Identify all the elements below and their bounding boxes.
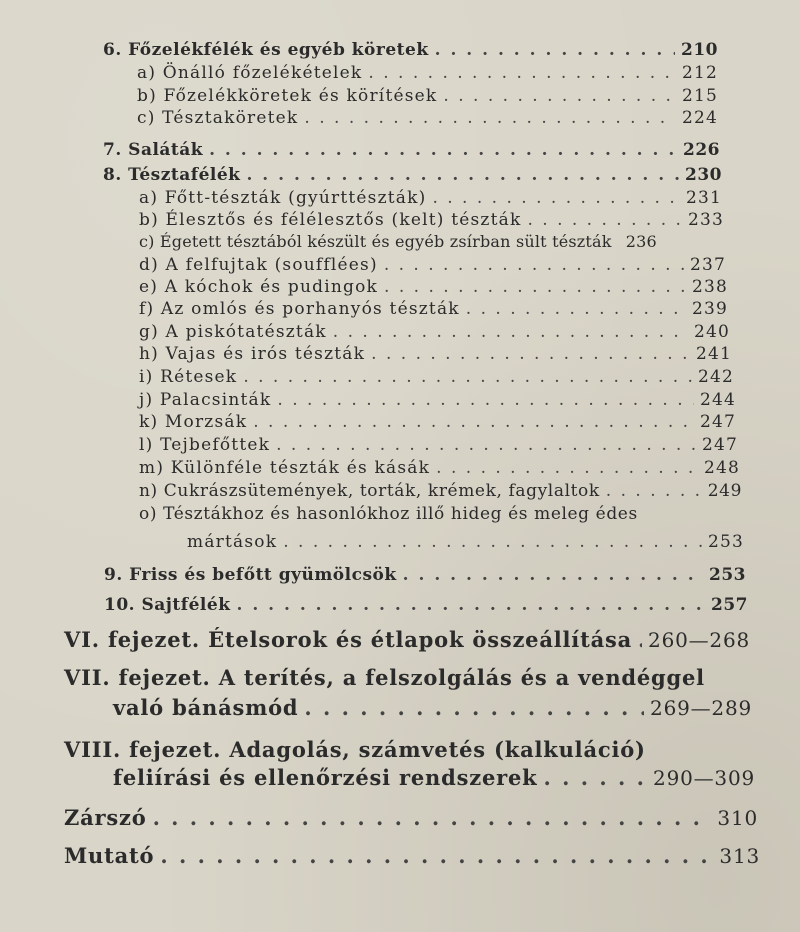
entry-label: b) Élesztős és félélesztős (kelt) tészták: [139, 210, 522, 230]
toc-entry: [139, 322, 730, 342]
toc-entry: [139, 188, 722, 208]
entry-label: e) A kóchok és pudingok: [139, 277, 379, 297]
dot-leader: [638, 627, 642, 652]
entry-label: m) Különféle tészták és kásák: [139, 458, 431, 478]
entry-page: 241: [695, 344, 732, 364]
dot-leader: [236, 595, 705, 615]
entry-label: c) Égetett tésztából készült és egyéb zsírban sült tészták: [139, 232, 612, 251]
entry-label: 7. Saláták: [103, 140, 204, 160]
dot-leader: [304, 108, 676, 128]
entry-page: 237: [689, 255, 726, 275]
entry-label: a) Önálló főzelékételek: [137, 63, 363, 83]
toc-entry: [139, 344, 732, 364]
entry-label: 9. Friss és befőtt gyümölcsök: [104, 565, 397, 585]
entry-label: mártások: [187, 532, 278, 552]
entry-page: 215: [681, 86, 718, 106]
dot-leader: [466, 299, 686, 319]
entry-page: 269—289: [650, 696, 752, 720]
entry-page: 224: [681, 108, 718, 128]
toc-entry: [137, 108, 718, 128]
entry-page: 310: [717, 806, 758, 830]
entry-page: 313: [719, 844, 760, 868]
toc-entry: [139, 435, 738, 455]
toc-entry: [139, 299, 728, 319]
entry-page: 260—268: [648, 628, 750, 652]
toc-chapter: [64, 843, 760, 868]
entry-page: 212: [681, 63, 718, 83]
entry-page: 231: [685, 188, 722, 208]
dot-leader: [283, 532, 702, 552]
entry-label: o) Tésztákhoz és hasonlókhoz illő hideg és meleg édes: [139, 504, 638, 524]
dot-leader: [527, 210, 681, 230]
entry-label: l) Tejbefőttek: [139, 435, 271, 455]
entry-label: f) Az omlós és porhanyós tészták: [139, 299, 460, 319]
entry-label: h) Vajas és irós tészták: [139, 344, 366, 364]
entry-label: 8. Tésztafélék: [103, 165, 241, 185]
toc-chapter: [113, 765, 755, 790]
dot-leader: [246, 165, 679, 185]
toc-entry: [139, 255, 726, 275]
toc-entry: [104, 565, 746, 585]
entry-page: 236: [625, 232, 657, 251]
entry-page: 290—309: [653, 766, 755, 790]
dot-leader: [403, 565, 703, 585]
dot-leader: [243, 367, 692, 387]
entry-label: való bánásmód: [113, 695, 299, 720]
dot-leader: [253, 412, 694, 432]
entry-page: 249: [707, 481, 742, 501]
entry-label: VII. fejezet. A terítés, a felszolgálás és a vendéggel: [64, 665, 705, 690]
toc-entry: [139, 232, 726, 251]
entry-label: k) Morzsák: [139, 412, 248, 432]
entry-label: VI. fejezet. Ételsorok és étlapok összeállítása: [64, 627, 633, 652]
toc-entry: [139, 390, 736, 410]
entry-label: n) Cukrászsütemények, torták, krémek, fagylaltok: [139, 481, 600, 501]
dot-leader: [371, 344, 690, 364]
entry-label: i) Rétesek: [139, 367, 238, 387]
dot-leader: [384, 277, 686, 297]
dot-leader: [160, 843, 713, 868]
toc-chapter: [113, 695, 752, 720]
entry-label: d) A felfujtak (soufflées): [139, 255, 378, 275]
toc-entry: [139, 412, 736, 432]
dot-leader: [368, 63, 676, 83]
toc-entry: [137, 86, 718, 106]
dot-leader: [384, 255, 684, 275]
toc-entry: [139, 481, 742, 501]
entry-label: 10. Sajtfélék: [104, 595, 231, 615]
entry-page: 253: [707, 532, 744, 552]
entry-label: a) Főtt-tészták (gyúrttészták): [139, 188, 427, 208]
dot-leader: [304, 695, 644, 720]
toc-chapter-line: [64, 665, 705, 690]
toc-entry: [103, 40, 718, 60]
entry-page: 240: [693, 322, 730, 342]
entry-page: 244: [699, 390, 736, 410]
entry-label: Zárszó: [64, 805, 147, 830]
dot-leader: [436, 458, 698, 478]
toc-entry: [103, 165, 722, 185]
entry-page: 253: [709, 565, 746, 585]
entry-page: 242: [697, 367, 734, 387]
dot-leader: [435, 40, 675, 60]
dot-leader: [153, 805, 712, 830]
entry-label: j) Palacsinták: [139, 390, 272, 410]
toc-entry: [139, 277, 728, 297]
entry-page: 248: [703, 458, 740, 478]
toc-chapter: [64, 627, 750, 652]
dot-leader: [333, 322, 688, 342]
entry-label: 6. Főzelékfélék és egyéb köretek: [103, 40, 429, 60]
entry-page: 238: [691, 277, 728, 297]
toc-entry: [139, 367, 734, 387]
dot-leader: [276, 435, 696, 455]
entry-page: 257: [711, 595, 748, 615]
toc-entry: [104, 595, 748, 615]
entry-label: g) A piskótatészták: [139, 322, 327, 342]
entry-page: 247: [699, 412, 736, 432]
entry-page: 210: [681, 40, 718, 60]
entry-page: 233: [687, 210, 724, 230]
entry-label: c) Tésztaköretek: [137, 108, 299, 128]
entry-label: Mutató: [64, 843, 155, 868]
dot-leader: [209, 140, 677, 160]
entry-page: 226: [683, 140, 720, 160]
toc-entry: [139, 458, 740, 478]
entry-page: 230: [685, 165, 722, 185]
dot-leader: [277, 390, 694, 410]
dot-leader: [543, 765, 647, 790]
entry-page: 247: [701, 435, 738, 455]
toc-entry: [139, 210, 724, 230]
toc-entry: [187, 532, 744, 552]
dot-leader: [443, 86, 676, 106]
entry-label: VIII. fejezet. Adagolás, számvetés (kalkuláció): [64, 737, 646, 762]
toc-entry-line: [139, 504, 638, 524]
toc-entry: [103, 140, 720, 160]
dot-leader: [606, 481, 702, 501]
toc-chapter-line: [64, 737, 646, 762]
entry-label: b) Főzelékköretek és körítések: [137, 86, 438, 106]
toc-chapter: [64, 805, 758, 830]
entry-page: 239: [691, 299, 728, 319]
entry-label: feliírási és ellenőrzési rendszerek: [113, 765, 538, 790]
dot-leader: [432, 188, 680, 208]
toc-entry: [137, 63, 718, 83]
